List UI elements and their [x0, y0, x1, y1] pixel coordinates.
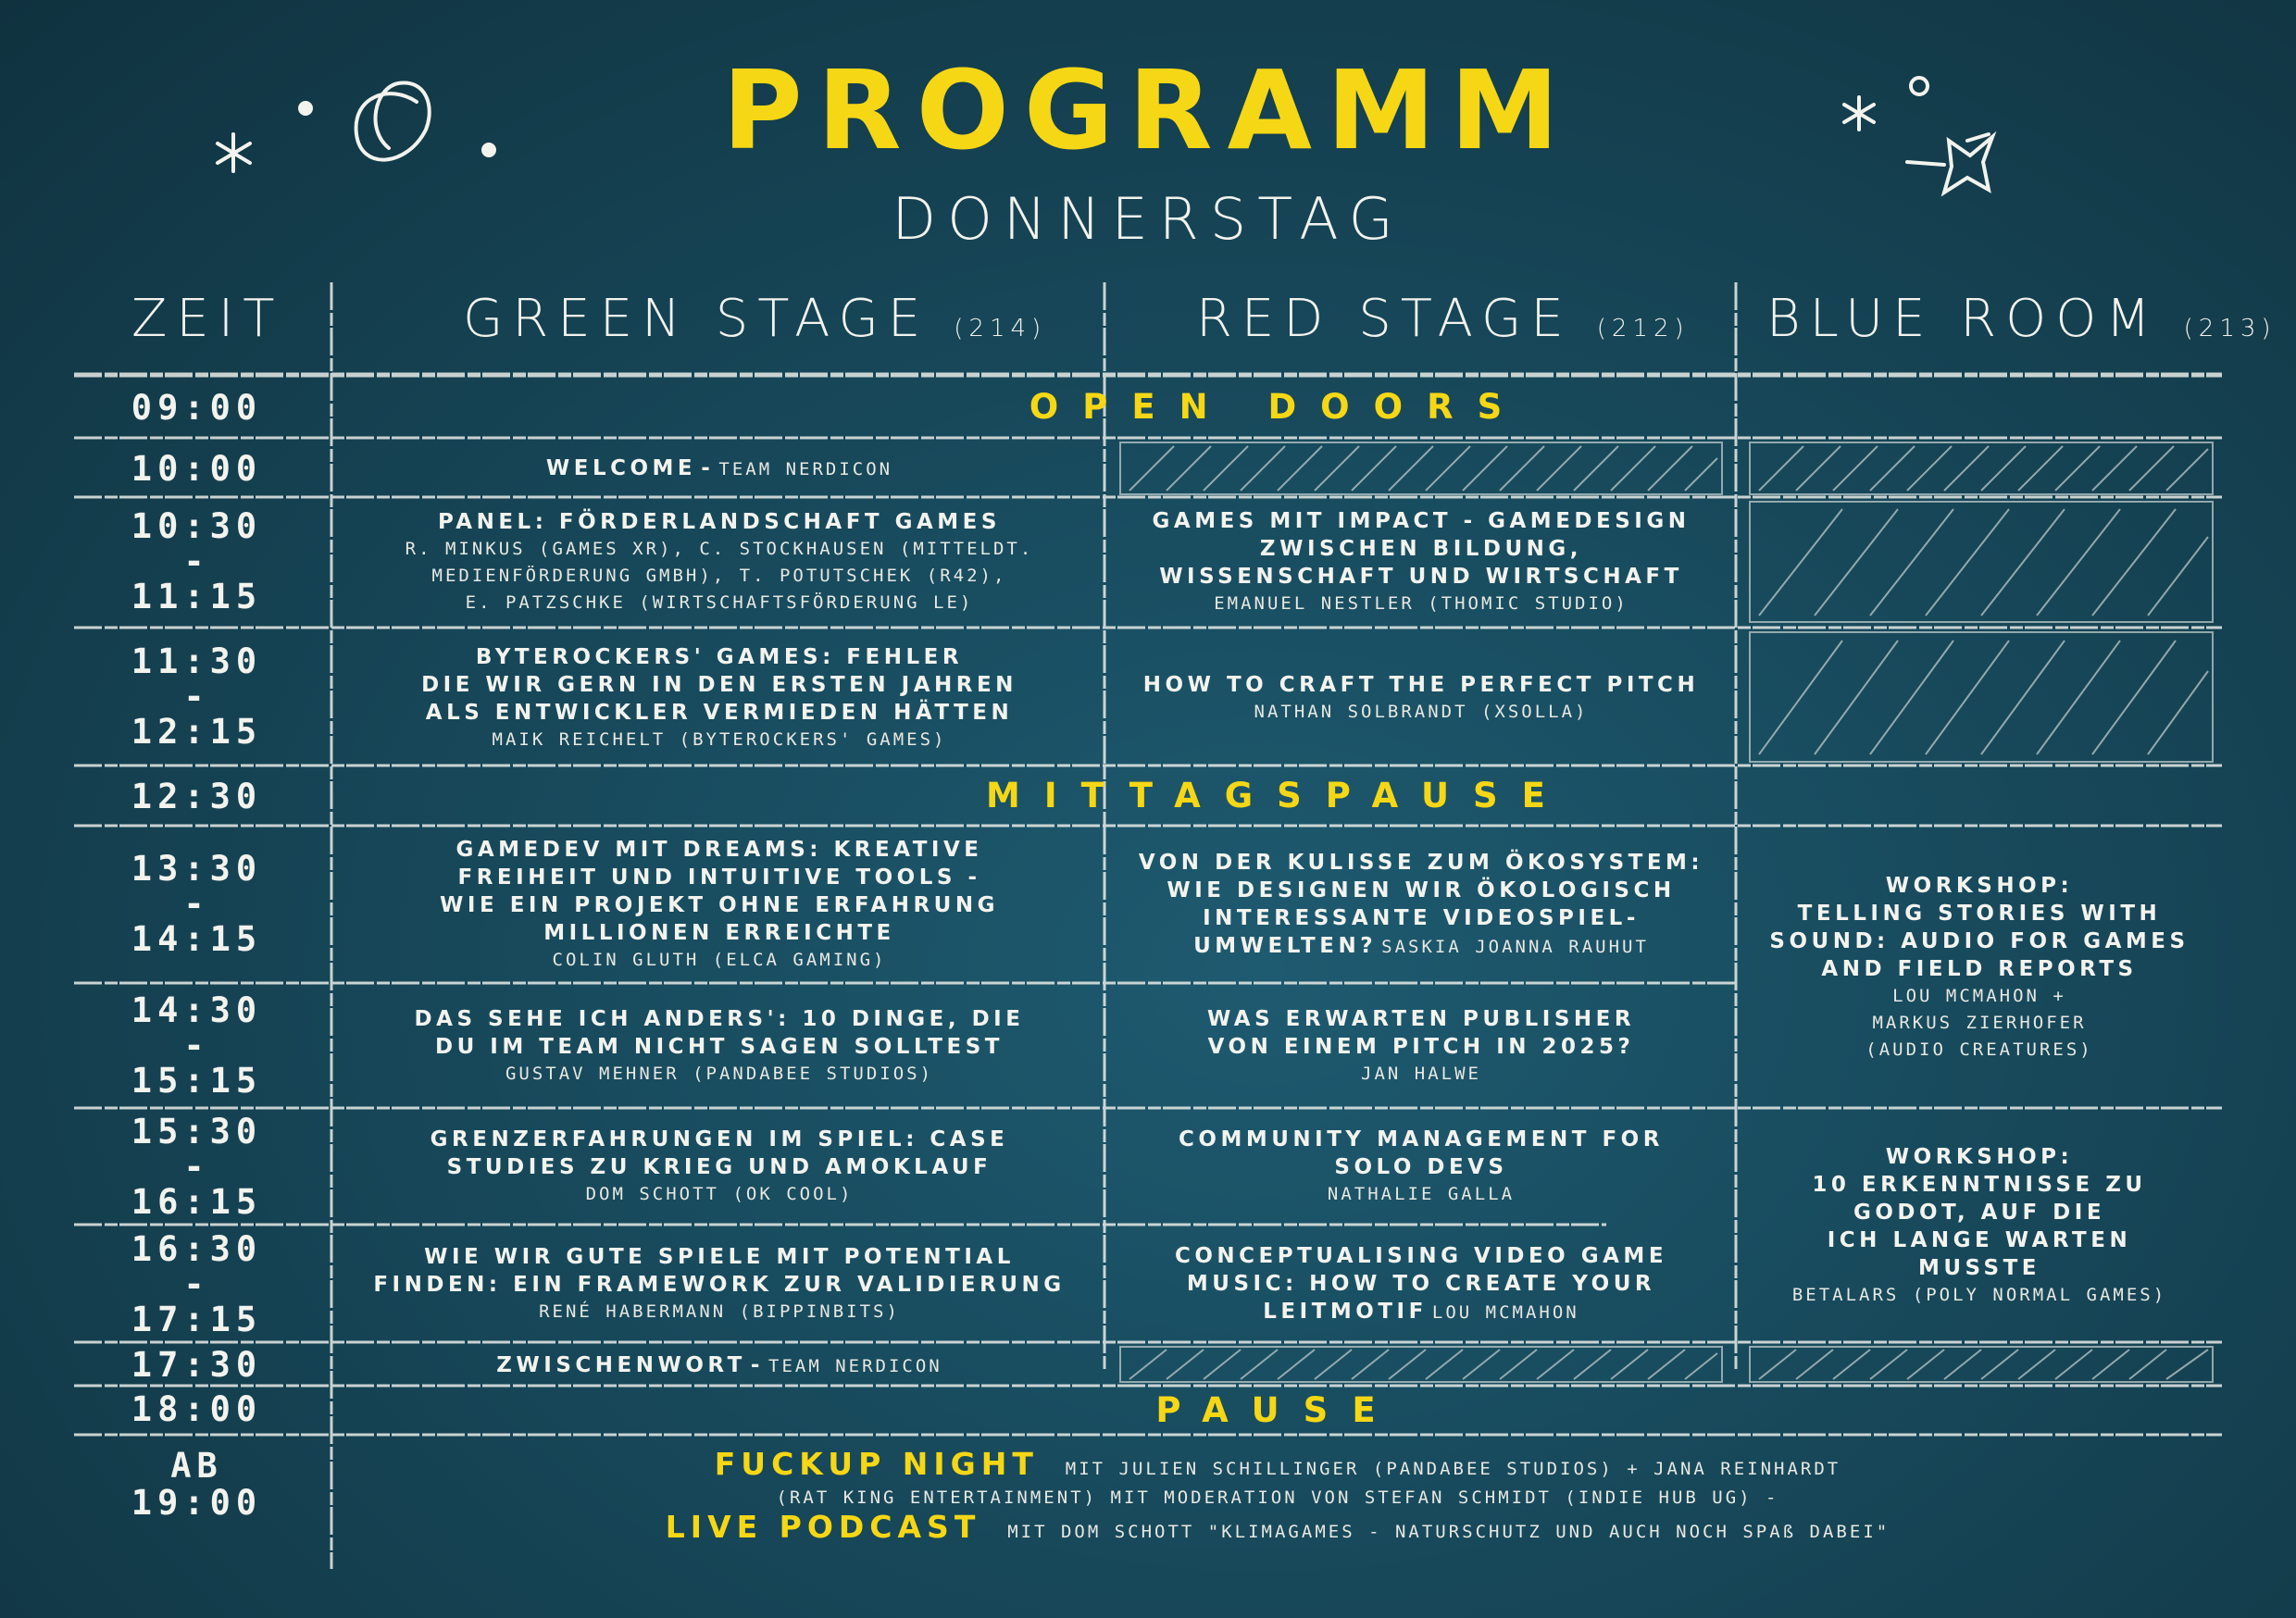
band-lunch-break: MITTAGSPAUSE	[986, 776, 1569, 815]
session-perfect-pitch: HOW TO CRAFT THE PERFECT PITCH NATHAN SOLBRANDT (XSOLLA)	[1142, 672, 1700, 722]
time-1130: 11:30 - 12:15	[131, 641, 263, 752]
time-1430: 14:30 - 15:15	[131, 990, 263, 1101]
day-subtitle: DONNERSTAG	[892, 185, 1404, 253]
workshop-telling-stories-with-sound: WORKSHOP: TELLING STORIES WITH SOUND: AUDIO FOR GAMES AND FIELD REPORTS LOU MCMAHON + MARKUS ZIERHOFER (AUDIO CREATURES)	[1769, 873, 2190, 1060]
session-dreams: GAMEDEV MIT DREAMS: KREATIVE FREIHEIT UND INTUITIVE TOOLS - WIE EIN PROJEKT OHNE ERFAHRUNG MILLIONEN ERREICHTE COLIN GLUTH (ELCA GAMING)	[440, 837, 999, 970]
workshop-godot: WORKSHOP: 10 ERKENNTNISSE ZU GODOT, AUF DIE ICH LANGE WARTEN MUSSTE BETALARS (POLY NORMAL GAMES)	[1791, 1144, 2167, 1305]
time-1730: 17:30	[131, 1345, 263, 1385]
session-panel-foerderlandschaft: PANEL: FÖRDERLANDSCHAFT GAMES R. MINKUS (GAMES XR), C. STOCKHAUSEN (MITTELDT. MEDIENFÖRDERUNG GMBH), T. POTUTSCHEK (R42), E. PATZSCHKE (WIRTSCHAFTSFÖRDERUNG LE)	[405, 509, 1034, 613]
band-open-doors: OPEN DOORS	[1029, 387, 1527, 427]
column-header-green-stage: GREEN STAGE (214)	[463, 289, 1047, 349]
session-byterockers: BYTEROCKERS' GAMES: FEHLER DIE WIR GERN IN DEN ERSTEN JAHREN ALS ENTWICKLER VERMIEDEN HÄTTEN MAIK REICHELT (BYTEROCKERS' GAMES)	[421, 644, 1017, 750]
time-1000: 10:00	[131, 449, 263, 489]
session-kulisse-oekosystem: VON DER KULISSE ZUM ÖKOSYSTEM: WIE DESIGNEN WIR ÖKOLOGISCH INTERESSANTE VIDEOSPIEL- UMWELTEN? SASKIA JOANNA RAUHUT	[1138, 850, 1704, 958]
session-publisher-pitch: WAS ERWARTEN PUBLISHER VON EINEM PITCH IN 2025? JAN HALWE	[1206, 1006, 1636, 1084]
time-1330: 13:30 - 14:15	[131, 849, 263, 959]
band-pause: PAUSE	[1155, 1390, 1400, 1430]
event-fuckup-night: FUCKUP NIGHT MIT JULIEN SCHILLINGER (PANDABEE STUDIOS) + JANA REINHARDT	[714, 1446, 1841, 1482]
event-live-podcast: LIVE PODCAST MIT DOM SCHOTT "KLIMAGAMES - NATURSCHUTZ UND AUCH NOCH SPAß DABEI"	[665, 1509, 1890, 1545]
column-header-red-stage: RED STAGE (212)	[1196, 289, 1690, 349]
event-fuckup-night-continued: (RAT KING ENTERTAINMENT) MIT MODERATION VON STEFAN SCHMIDT (INDIE HUB UG) -	[776, 1487, 1779, 1508]
time-1530: 15:30 - 16:15	[131, 1112, 263, 1222]
session-video-game-music: CONCEPTUALISING VIDEO GAME MUSIC: HOW TO CREATE YOUR LEITMOTIF LOU MCMAHON	[1174, 1243, 1668, 1324]
session-grenzerfahrungen: GRENZERFAHRUNGEN IM SPIEL: CASE STUDIES ZU KRIEG UND AMOKLAUF DOM SCHOTT (OK COOL)	[430, 1126, 1009, 1204]
time-1030: 10:30 - 11:15	[131, 506, 263, 616]
time-1630: 16:30 - 17:15	[131, 1229, 263, 1339]
session-spiele-mit-potential: WIE WIR GUTE SPIELE MIT POTENTIAL FINDEN: EIN FRAMEWORK ZUR VALIDIERUNG RENÉ HABERMANN (BIPPINBITS)	[373, 1244, 1066, 1322]
time-1900: AB 19:00	[131, 1446, 263, 1523]
column-header-blue-room: BLUE ROOM (213)	[1766, 289, 2277, 349]
session-das-sehe-ich-anders: DAS SEHE ICH ANDERS': 10 DINGE, DIE DU IM TEAM NICHT SAGEN SOLLTEST GUSTAV MEHNER (PANDABEE STUDIOS)	[414, 1006, 1025, 1084]
time-1800: 18:00	[131, 1389, 263, 1429]
page-title: PROGRAMM	[722, 46, 1574, 174]
session-community-management: COMMUNITY MANAGEMENT FOR SOLO DEVS NATHALIE GALLA	[1179, 1126, 1664, 1204]
time-1230: 12:30	[131, 777, 263, 816]
session-games-mit-impact: GAMES MIT IMPACT - GAMEDESIGN ZWISCHEN BILDUNG, WISSENSCHAFT UND WIRTSCHAFT EMANUEL NESTLER (THOMIC STUDIO)	[1152, 508, 1691, 614]
time-0900: 09:00	[131, 388, 263, 428]
session-welcome: WELCOME - TEAM NERDICON	[545, 455, 893, 480]
session-zwischenwort: ZWISCHENWORT - TEAM NERDICON	[496, 1352, 942, 1377]
column-header-time: ZEIT	[131, 289, 284, 349]
